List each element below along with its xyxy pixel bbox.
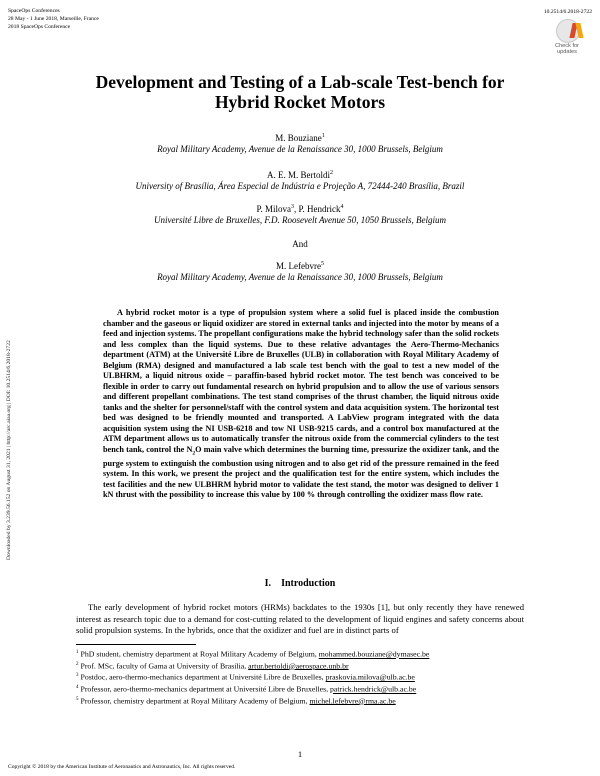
ribbon-right-icon bbox=[575, 23, 583, 38]
introduction-paragraph: The early development of hybrid rocket motors (HRMs) backdates to the 1930s [1], but only recently they have renewed interest as research topic due to a demand for cost-cutting related to the development of liquid engines and safety concerns about solid propulsion systems. In the hybrids, once that the oxidizer and fuel are in distinct parts of bbox=[76, 602, 524, 636]
conference-info bbox=[8, 7, 99, 32]
section-heading bbox=[80, 578, 520, 589]
author-name: A. E. M. Bertoldi$^2$ bbox=[267, 170, 333, 180]
author-affiliation: Université Libre de Bruxelles, F.D. Roosevelt Avenue 50, 1050 Brussels, Belgium bbox=[153, 215, 447, 226]
email-link[interactable]: mohammed.bouziane@dymasec.be bbox=[318, 649, 430, 659]
footnote: $^5$ Professor, chemistry department at Royal Military Academy of Belgium, michel.lefebvre@rma.ac.be bbox=[76, 696, 396, 706]
author-block-4 bbox=[80, 261, 520, 284]
footnotes bbox=[76, 648, 524, 706]
author-block-1 bbox=[80, 133, 520, 156]
title-line: Hybrid Rocket Motors bbox=[214, 92, 386, 112]
conference-line: 2018 SpaceOps Conference bbox=[8, 24, 71, 31]
abstract: A hybrid rocket motor is a type of propulsion system where a solid fuel is placed inside the combustion chamber and the gaseous or liquid oxidizer are stored in external tanks and injected into the motor by means of a feed and injection systems. The propellant configurations make the hybrid technology safer than the solid rockets and less complex than the liquid systems. Due to these relative advantages the Aero-Thermo-Mechanics department (ATM) at the Université Libre de Bruxelles (ULB) in collaboration with Royal Military Academy of Belgium (RMA) designed and manufactured a lab scale test bench with the goal to test a new model of the ULBHRM, a liquid nitrous oxide – paraffin-based hybrid rocket motor. The test bench was conceived to be flexible in order to carry out fundamental research on hybrid propulsion and to allow the use of various sensors and different propellant combinations. The test stand comprises of the thrust chamber, the liquid nitrous oxide tanks and the shelter for personnel/staff with the control system and data acquisition system. The horizontal test bed was designed to be friendly mounted and transported. A LabView program integrated with the data acquisition system using the NI USB-6218 and tow NI USB-9215 cards, and a control box manufactured at the ATM department allows us to automatically transfer the nitrous oxide from the commercial cylinders to the test bench tank, control the $N_2O$ main valve which determines the burning time, pressurize the oxidizer tank, and the purge system to extinguish the combustion using nitrogen and to also get rid of the pressure remained in the feed system. In this work, we present the project and the qualification test for the entire system, which includes the test facilities and the new ULBHRM hybrid motor to validate the test stand, the motor was designed to deliver 1 kN thrust with the possibility to increase this value by 100 % through controlling the oxidizer mass flow rate. bbox=[103, 308, 500, 500]
section-title: Introduction bbox=[281, 578, 336, 589]
conference-line: 28 May - 1 June 2018, Marseille, France bbox=[8, 16, 99, 23]
author-affiliation: University of Brasília, Área Especial de Indústria e Projeção A, 72444-240 Brasília, Brazil bbox=[135, 181, 465, 192]
author-name: M. Lefebvre$^5$ bbox=[276, 261, 324, 271]
email-link[interactable]: patrick.hendrick@ulb.ac.be bbox=[330, 684, 417, 694]
author-name: M. Bouziane$^1$ bbox=[275, 133, 325, 143]
author-block-2 bbox=[80, 170, 520, 193]
email-link[interactable]: artur.bertoldi@aerospace.unb.br bbox=[248, 661, 349, 671]
email-link[interactable]: praskovia.milova@ulb.ac.be bbox=[325, 672, 415, 682]
check-for-updates-badge-icon bbox=[556, 19, 580, 43]
copyright-notice: Copyright © 2018 by the American Institute of Aeronautics and Astronautics, Inc. All rights reserved. bbox=[8, 764, 236, 770]
footnote-divider bbox=[76, 644, 196, 645]
page-number: 1 bbox=[297, 749, 303, 759]
download-side-note: Downloaded by 3.239.56.152 on August 31, 2021 | http://arc.aiaa.org | DOI: 10.2514/6.2018-2722 bbox=[6, 340, 12, 560]
footnote: $^1$ PhD student, chemistry department at Royal Military Academy of Belgium, mohammed.bouziane@dymasec.be bbox=[76, 649, 430, 659]
author-block-3 bbox=[80, 204, 520, 227]
author-name: P. Milova$^3$, P. Hendrick$^4$ bbox=[256, 204, 344, 214]
and-separator: And bbox=[292, 239, 308, 249]
title-line: Development and Testing of a Lab-scale Test-bench for bbox=[95, 72, 505, 92]
email-link[interactable]: michel.lefebvre@rma.ac.be bbox=[309, 696, 396, 706]
footnote: $^4$ Professor, aero-thermo-mechanics department at Université Libre de Bruxelles, patrick.hendrick@ulb.ac.be bbox=[76, 684, 417, 694]
author-affiliation: Royal Military Academy, Avenue de la Renaissance 30, 1000 Brussels, Belgium bbox=[157, 272, 443, 283]
section-number: I. bbox=[264, 578, 272, 589]
badge-line1: Check for bbox=[555, 43, 579, 49]
badge-line2: updates bbox=[557, 49, 577, 56]
doi-header: 10.2514/6.2018-2722 bbox=[543, 9, 592, 15]
check-for-updates-badge[interactable] bbox=[548, 19, 586, 61]
paper-title bbox=[60, 72, 540, 112]
footnote: $^3$ Postdoc, aero-thermo-mechanics department at Université Libre de Bruxelles, praskovia.milova@ulb.ac.be bbox=[76, 672, 415, 682]
author-affiliation: Royal Military Academy, Avenue de la Renaissance 30, 1000 Brussels, Belgium bbox=[157, 144, 443, 155]
badge-label bbox=[548, 43, 586, 56]
footnote: $^2$ Prof. MSc, faculty of Gama at University of Brasília, artur.bertoldi@aerospace.unb.br bbox=[76, 661, 349, 671]
conference-line: SpaceOps Conferences bbox=[8, 8, 60, 14]
